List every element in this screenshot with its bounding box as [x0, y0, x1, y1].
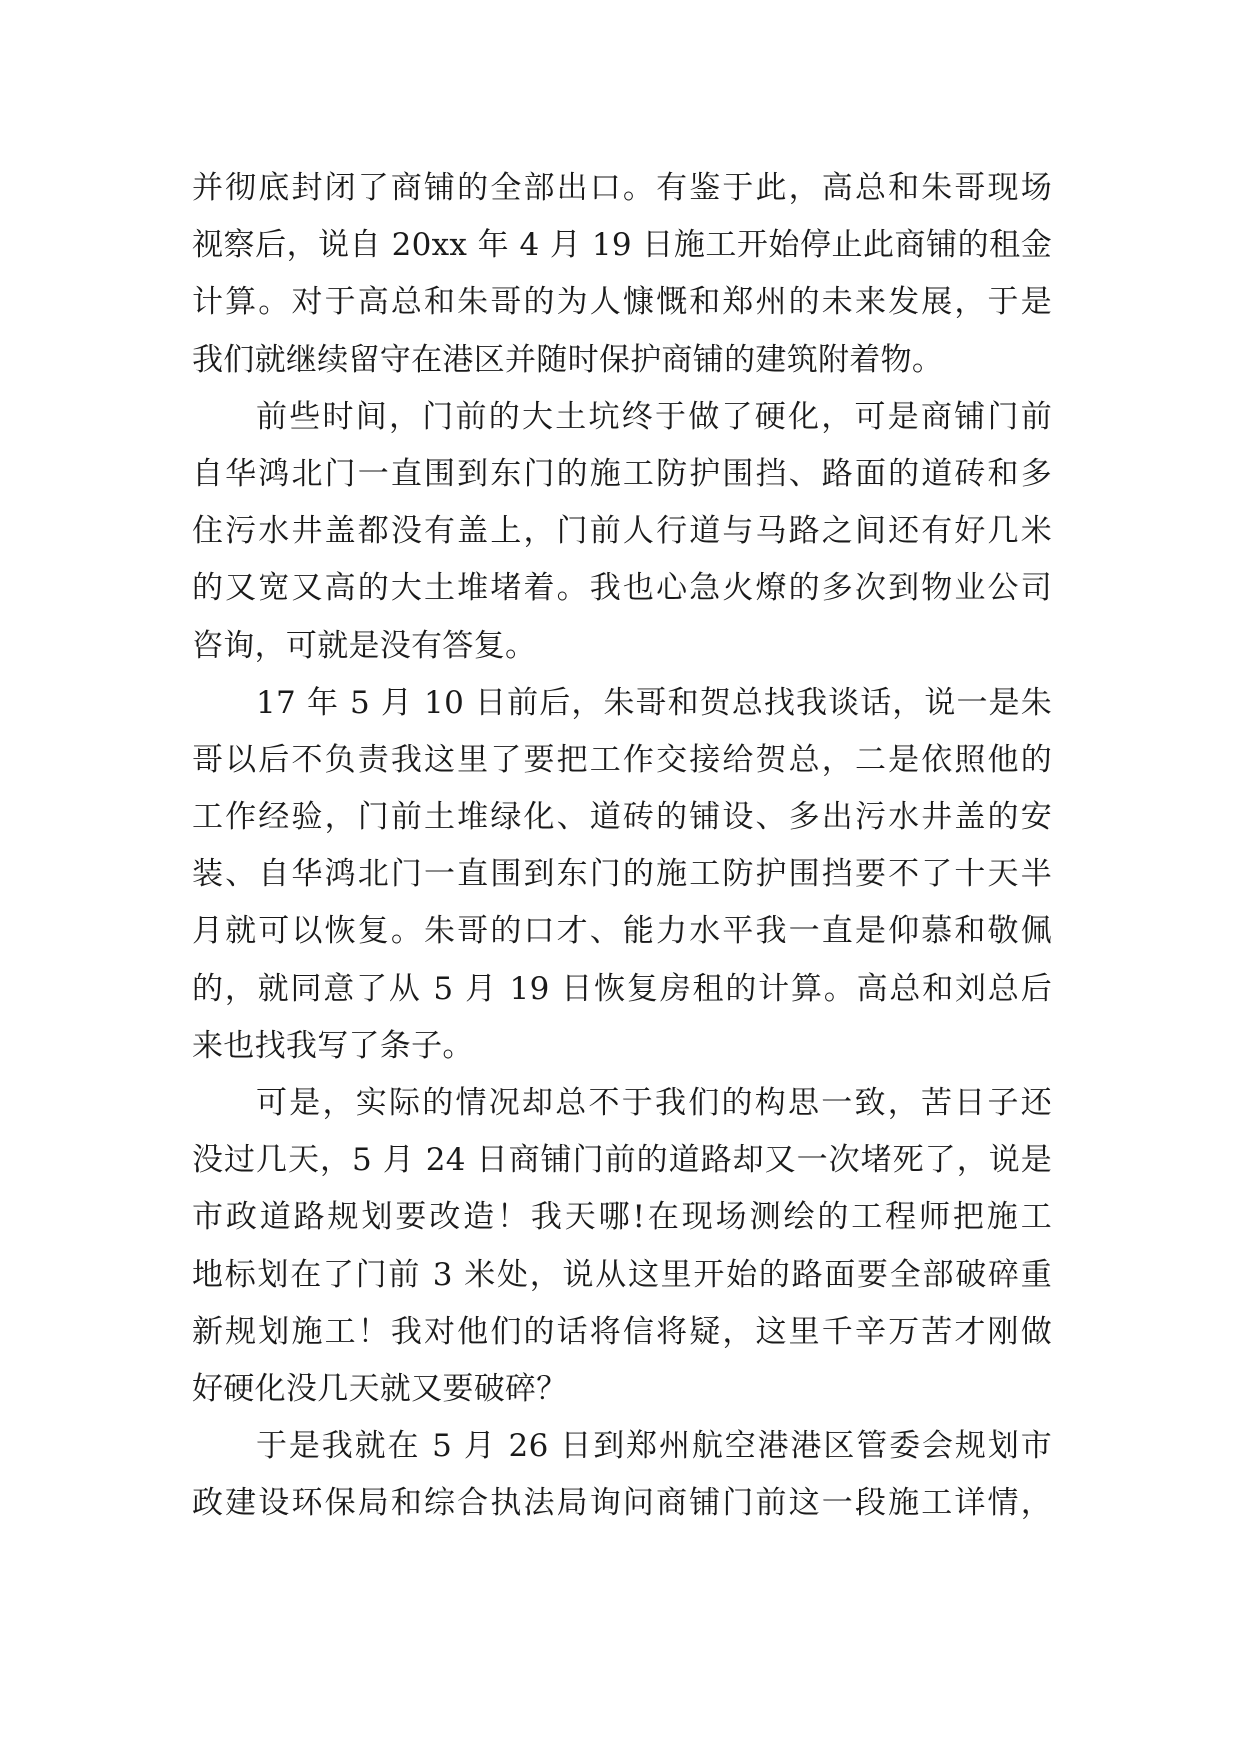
text-line: 哥以后不负责我这里了要把工作交接给贺总，二是依照他的	[192, 741, 1052, 778]
text-line: 月就可以恢复。朱哥的口才、能力水平我一直是仰慕和敬佩	[192, 913, 1052, 950]
text-line: 政建设环保局和综合执法局询问商铺门前这一段施工详情，	[192, 1485, 1052, 1522]
text-line: 视察后，说自 20xx 年 4 月 19 日施工开始停止此商铺的租金	[192, 227, 1052, 264]
text-line: 的又宽又高的大土堆堵着。我也心急火燎的多次到物业公司	[192, 570, 1052, 607]
paragraph-start-line: 17 年 5 月 10 日前后，朱哥和贺总找我谈话，说一是朱	[256, 684, 1052, 721]
paragraph-end-line: 我们就继续留守在港区并随时保护商铺的建筑附着物。	[192, 341, 944, 378]
text-line: 没过几天，5 月 24 日商铺门前的道路却又一次堵死了，说是	[192, 1142, 1052, 1179]
text-line: 地标划在了门前 3 米处，说从这里开始的路面要全部破碎重	[192, 1256, 1052, 1293]
text-line: 工作经验，门前土堆绿化、道砖的铺设、多出污水井盖的安	[192, 799, 1052, 836]
text-line: 的，就同意了从 5 月 19 日恢复房租的计算。高总和刘总后	[192, 970, 1052, 1007]
paragraph-start-line: 前些时间，门前的大土坑终于做了硬化，可是商铺门前	[256, 398, 1052, 435]
paragraph-end-line: 来也找我写了条子。	[192, 1027, 474, 1064]
text-line: 新规划施工！我对他们的话将信将疑，这里千辛万苦才刚做	[192, 1313, 1052, 1350]
paragraph-end-line: 咨询，可就是没有答复。	[192, 627, 537, 664]
text-line: 住污水井盖都没有盖上，门前人行道与马路之间还有好几米	[192, 513, 1052, 550]
text-line: 计算。对于高总和朱哥的为人慷慨和郑州的未来发展，于是	[192, 284, 1052, 321]
paragraph-start-line: 于是我就在 5 月 26 日到郑州航空港港区管委会规划市	[256, 1428, 1052, 1465]
paragraph-start-line: 可是，实际的情况却总不于我们的构思一致，苦日子还	[256, 1085, 1052, 1121]
document-body	[192, 160, 1052, 1533]
paragraph-end-line: 好硬化没几天就又要破碎？	[192, 1370, 568, 1407]
text-line: 自华鸿北门一直围到东门的施工防护围挡、路面的道砖和多	[192, 455, 1052, 492]
text-line: 装、自华鸿北门一直围到东门的施工防护围挡要不了十天半	[192, 856, 1052, 893]
text-line: 并彻底封闭了商铺的全部出口。有鉴于此，高总和朱哥现场	[192, 170, 1052, 206]
text-line: 市政道路规划要改造！我天哪!在现场测绘的工程师把施工	[192, 1199, 1052, 1236]
